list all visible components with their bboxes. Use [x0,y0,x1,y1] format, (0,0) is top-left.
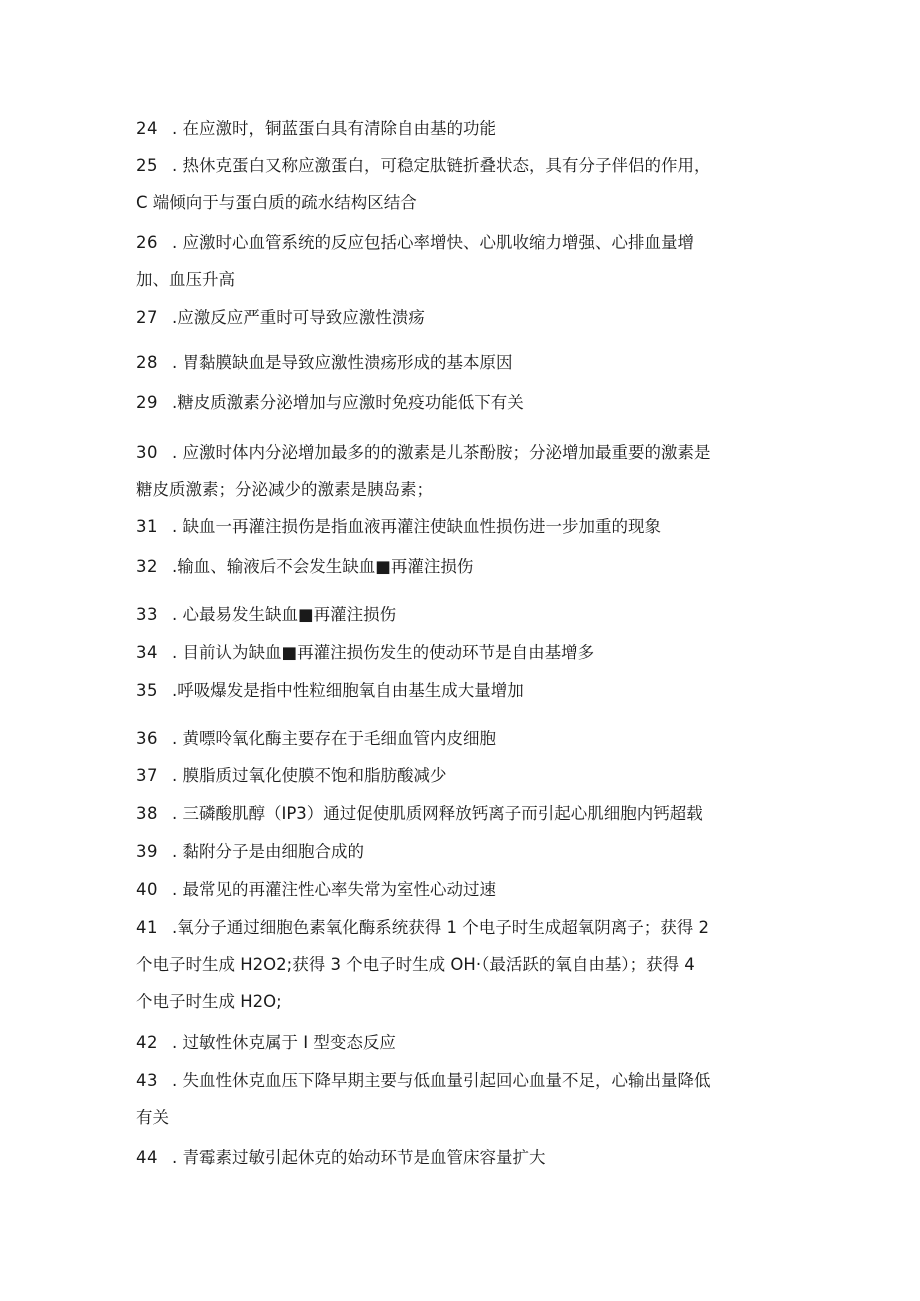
list-item [136,110,786,147]
list-item-line [136,1099,786,1136]
item-text: 加、血压升高 [136,270,235,289]
list-item [136,795,786,832]
list-item [136,299,786,336]
item-number: 44 [136,1148,158,1167]
item-number: 39 [136,842,158,861]
item-text: 个电子时生成 H2O; [136,992,282,1011]
list-item-line [136,548,786,585]
list-item-line [136,1024,786,1061]
list-item [136,508,786,545]
list-item [136,833,786,870]
item-number: 36 [136,729,158,748]
item-number: 33 [136,605,158,624]
item-number: 42 [136,1033,158,1052]
list-item-line [136,110,786,147]
item-number: 38 [136,804,158,823]
item-number: 31 [136,517,158,536]
list-item-line [136,983,786,1020]
list-item [136,147,786,221]
list-item [136,384,786,421]
list-item-line [136,1062,786,1099]
item-number: 30 [136,443,158,462]
list-item-line [136,833,786,870]
item-text: . 在应激时，铜蓝蛋白具有清除自由基的功能 [172,119,496,138]
list-item [136,634,786,671]
list-item-line [136,871,786,908]
list-item [136,344,786,381]
item-number: 35 [136,681,158,700]
list-item-line [136,1139,786,1176]
item-number: 25 [136,156,158,175]
list-item [136,1062,786,1136]
item-text: . 三磷酸肌醇（IP3）通过促使肌质网释放钙离子而引起心肌细胞内钙超载 [172,804,703,823]
item-text: . 最常见的再灌注性心率失常为室性心动过速 [172,880,496,899]
list-item [136,720,786,757]
item-text: . 缺血一再灌注损伤是指血液再灌注使缺血性损伤进一步加重的现象 [172,517,661,536]
item-number: 34 [136,643,158,662]
item-text: . 心最易发生缺血■再灌注损伤 [172,605,397,624]
item-text: . 青霉素过敏引起休克的始动环节是血管床容量扩大 [172,1148,546,1167]
item-text: . 过敏性休克属于 I 型变态反应 [172,1033,396,1052]
list-item-line [136,909,786,946]
list-item-line [136,672,786,709]
item-number: 40 [136,880,158,899]
item-text: . 膜脂质过氧化使膜不饱和脂肪酸减少 [172,766,447,785]
item-number: 41 [136,918,158,937]
list-item-line [136,596,786,633]
item-text: C 端倾向于与蛋白质的疏水结构区结合 [136,193,417,212]
list-item [136,1024,786,1061]
list-item-line [136,344,786,381]
list-item-line [136,384,786,421]
list-item [136,548,786,585]
item-text: .氧分子通过细胞色素氧化酶系统获得 1 个电子时生成超氧阴离子；获得 2 [172,918,709,937]
item-text: . 热休克蛋白又称应激蛋白，可稳定肽链折叠状态，具有分子伴侣的作用， [172,156,711,175]
item-number: 37 [136,766,158,785]
item-text: . 胃黏膜缺血是导致应激性溃疡形成的基本原因 [172,353,513,372]
item-text: . 应激时体内分泌增加最多的的激素是儿茶酚胺；分泌增加最重要的激素是 [172,443,711,462]
item-text: .糖皮质激素分泌增加与应激时免疫功能低下有关 [172,393,524,412]
item-number: 28 [136,353,158,372]
list-item [136,1139,786,1176]
list-item-line [136,508,786,545]
list-item [136,672,786,709]
item-text: 糖皮质激素；分泌减少的激素是胰岛素； [136,480,433,499]
list-item-line [136,184,786,221]
list-item-line [136,946,786,983]
item-number: 27 [136,308,158,327]
list-item-line [136,757,786,794]
list-item-line [136,471,786,508]
list-item [136,224,786,298]
item-text: .应激反应严重时可导致应激性溃疡 [172,308,425,327]
item-text: . 黏附分子是由细胞合成的 [172,842,364,861]
list-item-line [136,634,786,671]
item-number: 26 [136,233,158,252]
list-item [136,596,786,633]
item-text: . 应激时心血管系统的反应包括心率增快、心肌收缩力增强、心排血量增 [172,233,694,252]
list-item-line [136,434,786,471]
list-item-line [136,224,786,261]
item-number: 32 [136,557,158,576]
list-item-line [136,299,786,336]
item-text: 个电子时生成 H2O2;获得 3 个电子时生成 OH·（最活跃的氧自由基）；获得 4 [136,955,695,974]
item-text: .输血、输液后不会发生缺血■再灌注损伤 [172,557,474,576]
list-item-line [136,147,786,184]
item-text: 有关 [136,1108,169,1127]
list-item [136,871,786,908]
item-text: . 黄嘌呤氧化酶主要存在于毛细血管内皮细胞 [172,729,496,748]
item-text: . 失血性休克血压下降早期主要与低血量引起回心血量不足，心输出量降低 [172,1071,711,1090]
list-item-line [136,795,786,832]
list-item-line [136,261,786,298]
list-item [136,757,786,794]
item-text: .呼吸爆发是指中性粒细胞氧自由基生成大量增加 [172,681,524,700]
list-item-line [136,720,786,757]
item-number: 24 [136,119,158,138]
item-number: 29 [136,393,158,412]
item-number: 43 [136,1071,158,1090]
list-item [136,909,786,1020]
list-item [136,434,786,508]
item-text: . 目前认为缺血■再灌注损伤发生的使动环节是自由基增多 [172,643,595,662]
